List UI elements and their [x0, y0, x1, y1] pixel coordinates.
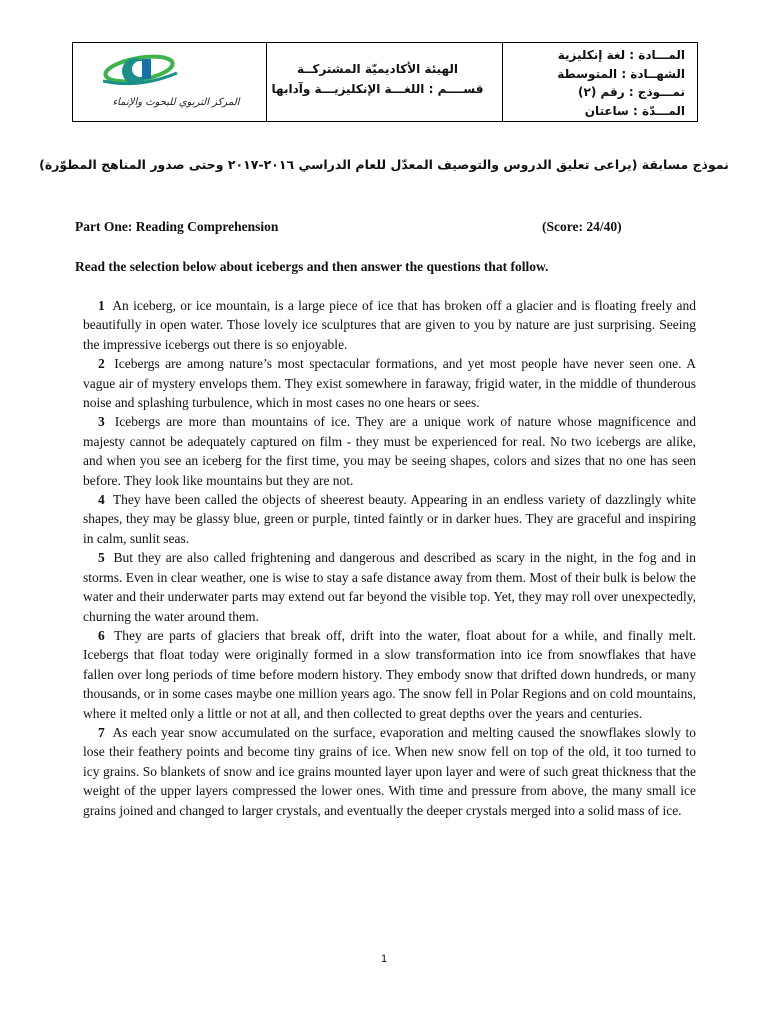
- organization-line-2: قســــم : اللغـــة الإنكليزيـــة وآدابها: [271, 82, 484, 96]
- reading-passage: [83, 296, 696, 820]
- paragraph-number: 6: [98, 627, 105, 643]
- crdp-logo: [91, 49, 261, 119]
- paragraph-text: But they are also called frightening and dangerous and described as scary in the night, in the fog and in storms. Even in clear weather, one is wise to stay a safe distance away from them. Most of their bulk is below the water and their underwater parts may extend out far beyond the visible top. Yet, they may roll over unexpectedly, churning the water around them.: [83, 550, 697, 624]
- subject-info-cell: [503, 43, 697, 121]
- paragraph-text: They are parts of glaciers that break off, drift into the water, float about for a while, and finally melt. Icebergs that float today were originally formed in a slow transformation into ice from snowflakes that have fallen over long periods of time before modern history. They embody snow that drifted down hundreds, or many thousands, or in some cases maybe one million years ago. The snow fell in Polar Regions and on cold mountains, where it melted only a little or not at all, and then collected to great depths over the years and centuries.: [83, 627, 696, 721]
- logo-caption: المركز التربوي للبحوث والإنماء: [112, 97, 240, 108]
- paragraph-number: 2: [98, 356, 105, 372]
- header-table: [72, 42, 698, 122]
- part-score: (Score: 24/40): [542, 219, 622, 234]
- paragraph: [83, 548, 696, 626]
- paragraph-number: 4: [98, 492, 105, 508]
- paragraph: [83, 723, 696, 820]
- paragraph-number: 1: [98, 298, 105, 313]
- page-number: 1: [380, 953, 388, 965]
- paragraph-number: 5: [98, 550, 105, 566]
- paragraph-text: As each year snow accumulated on the surface, evaporation and melting caused the snowflakes slowly to lose their feathery points and become tiny grains of ice. When new snow fell on top of the old, it too turned to icy grains. So blankets of snow and ice grains mounted layer upon layer and were of such great thickness that the weight of the upper layers compressed the lower ones. With time and pressure from above, the many small ice grains joined and changed to larger crystals, and eventually the deeper crystals merged into a solid mass of ice.: [83, 724, 696, 818]
- paragraph-text: An iceberg, or ice mountain, is a large piece of ice that has broken off a glacier and is floating freely and beautifully in open water. Those lovely ice sculptures that are given to you by nature are just surprising. Seeing the impressive icebergs out there is so enjoyable.: [83, 298, 696, 352]
- paragraph-number: 7: [98, 724, 105, 740]
- duration-line: المـــدّة : ساعتان: [584, 103, 685, 118]
- paragraph-text: They have been called the objects of sheerest beauty. Appearing in an endless variety of dazzlingly white shapes, they may be glassy blue, green or purple, tinted faintly or in darker hues. They are graceful and inspiring in calm, sunlit seas.: [83, 492, 696, 546]
- paragraph-text: Icebergs are among nature’s most spectacular formations, and yet most people have never seen one. A vague air of mystery envelops them. They exist somewhere in faraway, frigid water, in the middle of thunderous noise and splashing turbulence, which in most cases no one hears or sees.: [83, 356, 697, 411]
- part-heading: [75, 219, 665, 235]
- paragraph-number: 3: [98, 414, 105, 430]
- instruction-text: Read the selection below about icebergs and then answer the questions that follow.: [75, 259, 549, 274]
- paragraph: [83, 626, 696, 723]
- logo-cell: [73, 43, 267, 121]
- exam-subtitle: نموذج مسابقة (يراعى تعليق الدروس والتوصيف المعدّل للعام الدراسي ٢٠١٦-٢٠١٧ وحتى صدور المناهج المطوّرة): [39, 157, 729, 172]
- certificate-line: الشهــادة : المتوسطة: [557, 66, 685, 81]
- paragraph-text: Icebergs are more than mountains of ice. They are a unique work of nature whose magnificence and majesty cannot be adequately captured on film - they must be experienced for real. No two icebergs are alike, and when you see an iceberg for the first time, you may be seeing shapes, colors and sizes that no one has seen before. They look like mountains but they are not.: [83, 414, 697, 488]
- paragraph: [83, 296, 696, 354]
- paragraph: [83, 490, 696, 548]
- model-line: نمـــوذج : رقم (٢): [578, 85, 685, 99]
- organization-line-1: الهيئة الأكاديميّة المشتركــة: [296, 62, 459, 76]
- part-title: Part One: Reading Comprehension: [75, 219, 279, 234]
- paragraph: [83, 354, 696, 412]
- organization-cell: [267, 43, 502, 121]
- paragraph: [83, 412, 696, 490]
- subject-line: المـــادة : لغة إنكليزية: [557, 48, 685, 62]
- logo-emblem-icon: [91, 49, 261, 97]
